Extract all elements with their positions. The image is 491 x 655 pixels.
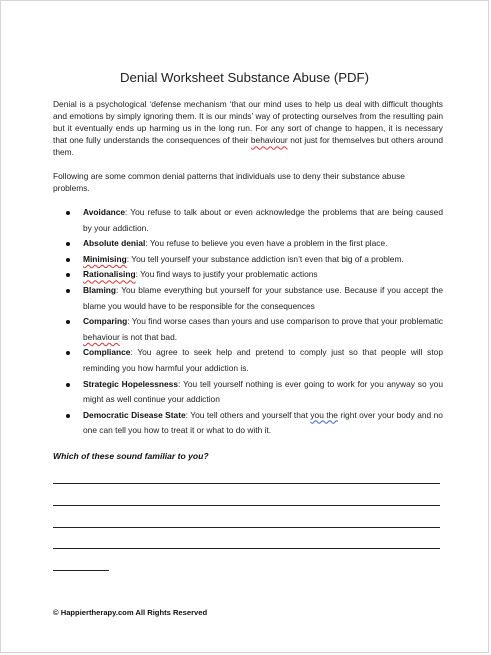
pattern-flagged-word: behaviour <box>83 331 120 342</box>
pattern-text: : You tell yourself your substance addiction isn’t even that big of a problem. <box>126 253 404 264</box>
pattern-text: : You refuse to believe you even have a problem in the first place. <box>145 238 388 249</box>
pattern-term: Rationalising <box>83 269 136 280</box>
answer-line[interactable] <box>53 548 440 549</box>
intro-text-2: not just for themselves but others around them. <box>53 135 444 158</box>
pattern-flagged-word: you the <box>310 409 338 420</box>
list-item <box>53 408 443 439</box>
answer-line[interactable] <box>53 570 109 571</box>
list-item <box>53 377 443 408</box>
reflection-question: Which of these sound familiar to you? <box>53 451 209 461</box>
bullet-icon <box>66 383 70 387</box>
bullet-icon <box>66 211 70 215</box>
denial-patterns-list <box>53 205 443 439</box>
bullet-icon <box>66 351 70 355</box>
bullet-icon <box>66 414 70 418</box>
pattern-text-pre: : You find worse cases than yours and use comparison to prove that your problematic <box>127 316 443 327</box>
intro-paragraph <box>53 98 443 158</box>
pattern-text: right over your body and no one can tell you how to treat it or what to do with it. <box>83 409 443 436</box>
pattern-text: : You refuse to talk about or even acknowledge the problems that are being caused by your addiction. <box>83 207 443 233</box>
bullet-icon <box>66 273 70 277</box>
pattern-term: Comparing <box>83 316 128 327</box>
pattern-text: is not that bad. <box>119 331 178 342</box>
bullet-icon <box>66 289 70 293</box>
list-item <box>53 267 443 283</box>
pattern-term: Blaming <box>83 284 117 295</box>
answer-line[interactable] <box>53 527 440 528</box>
list-item <box>53 236 443 252</box>
pattern-text: : You blame everything but yourself for your substance use. Because if you accept the blame you would have to be responsible for the consequences <box>83 284 443 311</box>
answer-line[interactable] <box>53 483 440 484</box>
pattern-term: Avoidance <box>83 207 126 217</box>
intro-text-1: Denial is a psychological ‘defense mechanism ‘that our mind uses to help us deal with difficult thoughts and emotions by simply ignoring them. It is our minds’ way of protecting ourselves from the resulting pain but it eventually ends up harming us in the long run. For any sort of change to happen, it is necessary that one fully understands the consequences of their <box>53 99 443 146</box>
intro-flagged-word: behaviour <box>250 135 288 146</box>
pattern-term: Minimising <box>83 253 127 264</box>
copyright-footer: © Happiertherapy.com All Rights Reserved <box>53 608 208 617</box>
bullet-icon <box>66 258 70 262</box>
list-item <box>53 283 443 314</box>
list-item <box>53 205 443 236</box>
list-item <box>53 345 443 376</box>
bullet-icon <box>66 320 70 324</box>
pattern-text: : You tell yourself nothing is ever going to work for you anyway so you might as well continue your addiction <box>83 378 443 405</box>
pattern-term: Strategic Hopelessness <box>83 378 178 389</box>
list-item <box>53 314 443 345</box>
pattern-term: Compliance <box>83 347 131 358</box>
bullet-icon <box>66 242 70 246</box>
pattern-text-pre: : You tell others and yourself that <box>185 409 311 420</box>
list-item <box>53 252 443 268</box>
pattern-term: Absolute denial <box>83 238 146 249</box>
answer-line[interactable] <box>53 505 440 506</box>
pattern-text: : You find ways to justify your problematic actions <box>135 269 318 280</box>
page-title: Denial Worksheet Substance Abuse (PDF) <box>120 70 369 85</box>
lead-paragraph: Following are some common denial patterns that individuals use to deny their substance abuse problems. <box>53 171 405 194</box>
pattern-term: Democratic Disease State <box>83 409 186 420</box>
pattern-text: : You agree to seek help and pretend to comply just so that people will stop reminding you how harmful your addiction is. <box>83 347 443 373</box>
